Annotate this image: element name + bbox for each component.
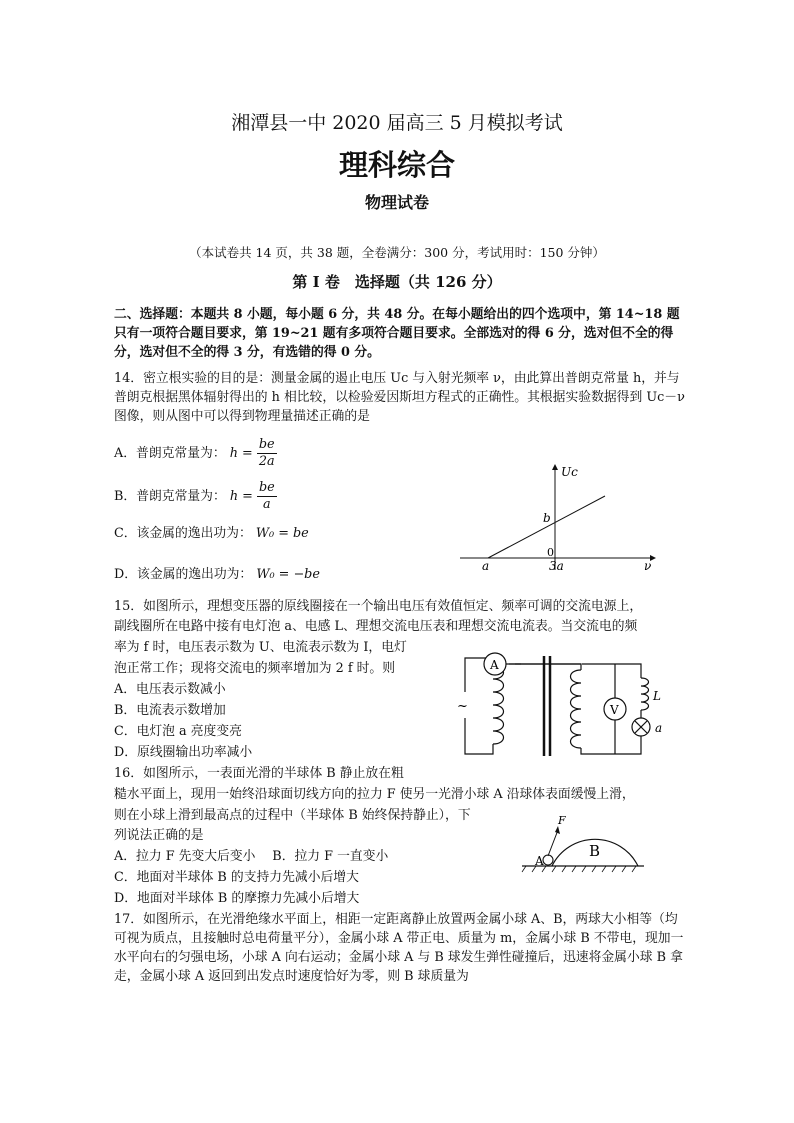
q14-option-a xyxy=(114,437,277,470)
graph-y-label: Uc xyxy=(561,465,578,479)
q14-option-d xyxy=(114,565,320,584)
inductor-label: L xyxy=(653,689,661,703)
graph-origin-label: 0 xyxy=(547,546,554,559)
ball-label: A xyxy=(535,854,544,868)
q14-option-a-numerator: be xyxy=(258,437,275,452)
q16-stem-line1: 16．如图所示，一表面光滑的半球体 B 静止放在粗 xyxy=(114,766,404,781)
graph-3a-label: 3a xyxy=(549,559,564,573)
graph-b-label: b xyxy=(543,511,551,525)
force-arrow-line xyxy=(548,830,558,856)
q14-option-b-numerator: be xyxy=(258,480,275,495)
q16-stem-line3: 则在小球上滑到最高点的过程中（半球体 B 始终保持静止），下 xyxy=(114,808,471,823)
inductor-coil xyxy=(641,678,649,710)
q15-stem-line2: 副线圈所在电路中接有电灯泡 a、电感 L、理想交流电压表和理想交流电流表。当交流电的频 xyxy=(114,619,638,634)
exam-note: （本试卷共 14 页，共 38 题，全卷满分：300 分，考试用时：150 分钟） xyxy=(189,245,605,260)
graph-a-label: a xyxy=(482,559,490,573)
primary-coil xyxy=(493,666,504,744)
instructions: 二、选择题：本题共 8 小题，每小题 6 分，共 48 分。在每小题给出的四个选项中，第 14~18 题只有一项符合题目要求，第 19~21 题有多项符合题目要求。全部选对的得 6 分，选对但不全的得分，选对但不全的得 3 分，有选错的得 0 分。 xyxy=(114,307,680,360)
q14-option-a-lhs: h = xyxy=(229,446,253,461)
paper-title: 物理试卷 xyxy=(364,193,429,212)
q14-option-b-denominator: a xyxy=(263,497,271,512)
secondary-wire-top-right xyxy=(582,664,641,678)
subject-title: 理科综合 xyxy=(338,148,455,182)
secondary-coil xyxy=(571,670,582,748)
q15-option-b: B．电流表示数增加 xyxy=(114,703,226,718)
q15-option-d: D．原线圈输出功率减小 xyxy=(114,745,253,760)
q14-option-b xyxy=(114,480,277,513)
q16-option-c: C．地面对半球体 B 的支持力先减小后增大 xyxy=(114,870,359,885)
q16-stem-line4: 列说法正确的是 xyxy=(114,828,204,843)
secondary-wire-bottom xyxy=(581,736,641,754)
q14-option-a-fraction xyxy=(257,437,277,470)
q16-hemisphere-figure xyxy=(518,812,648,874)
small-ball-a xyxy=(543,855,553,865)
q14-option-c xyxy=(114,524,309,543)
q15-stem-line1: 15．如图所示，理想变压器的原线圈接在一个输出电压有效值恒定、频率可调的交流电源上， xyxy=(114,599,643,614)
q15-stem-line4: 泡正常工作；现将交流电的频率增加为 2 f 时。则 xyxy=(114,661,396,676)
q14-option-c-formula: W₀ = be xyxy=(255,526,309,541)
q15-option-a: A．电压表示数减小 xyxy=(114,682,226,697)
force-label: F xyxy=(558,814,566,827)
q16-option-d: D．地面对半球体 B 的摩擦力先减小后增大 xyxy=(114,891,360,906)
primary-wire-bottom xyxy=(465,718,493,754)
q14-option-b-fraction xyxy=(257,480,277,513)
q14-option-a-label: A．普朗克常量为： xyxy=(114,446,226,461)
school-title: 湘潭县一中 2020 届高三 5 月模拟考试 xyxy=(231,112,563,134)
graph-x-label: ν xyxy=(644,559,652,573)
q14-option-d-formula: W₀ = −be xyxy=(256,567,320,582)
q15-option-c: C．电灯泡 a 亮度变亮 xyxy=(114,724,242,739)
force-arrow-head xyxy=(555,826,560,834)
ac-source-label: ~ xyxy=(457,699,468,714)
q15-stem-line3: 率为 f 时，电压表示数为 U、电流表示数为 I，电灯 xyxy=(114,640,407,655)
q15-transformer-circuit xyxy=(455,648,675,764)
q16-option-ab: A．拉力 F 先变大后变小 B．拉力 F 一直变小 xyxy=(114,849,389,864)
voltmeter-label: V xyxy=(610,703,619,717)
graph-y-arrow xyxy=(552,464,558,470)
q17-stem: 17．如图所示，在光滑绝缘水平面上，相距一定距离静止放置两金属小球 A、B，两球大小相等（均可视为质点，且接触时总电荷量平分），金属小球 A 带正电、质量为 m，金属小球 B 不带电，现加一水平向右的匀强电场，小球 A 向右运动；金属小球 A 与 B 球发生弹性碰撞后，迅速将金属小球 B 拿走，金属小球 A 返回到出发点时速度恰好为零，则 B 球质量为 xyxy=(114,912,684,984)
q14-option-b-label: B．普朗克常量为： xyxy=(114,489,226,504)
section-title: 第 Ⅰ 卷 选择题（共 126 分） xyxy=(292,273,502,291)
q14-option-b-lhs: h = xyxy=(229,489,253,504)
q14-option-a-denominator: 2a xyxy=(258,454,275,469)
bulb-label: a xyxy=(655,721,663,735)
q14-uc-graph xyxy=(455,458,665,578)
q14-option-d-label: D．该金属的逸出功为： xyxy=(114,567,253,582)
q14-option-c-label: C．该金属的逸出功为： xyxy=(114,526,252,541)
hemisphere-label: B xyxy=(589,842,601,860)
q14-stem: 14．密立根实验的目的是：测量金属的遏止电压 Uc 与入射光频率 ν，由此算出普朗克常量 h，并与普朗克根据黑体辐射得出的 h 相比较，以检验爱因斯坦方程式的正确性。其根据实验数据得到 Uc－ν 图像，则从图中可以得到物理量描述正确的是 xyxy=(114,371,685,424)
q16-stem-line2: 糙水平面上，现用一始终沿球面切线方向的拉力 F 使另一光滑小球 A 沿球体表面缓慢上滑， xyxy=(114,787,635,802)
ammeter-label: A xyxy=(490,658,499,672)
